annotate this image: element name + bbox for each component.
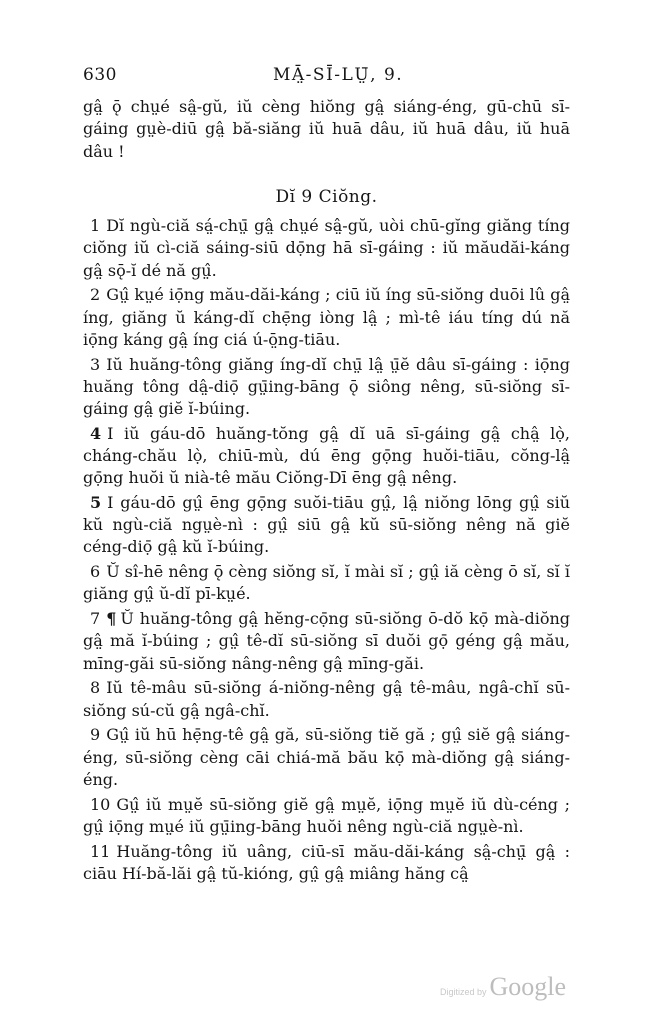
- verse-number: 1: [90, 216, 101, 236]
- verse-number: 6: [90, 562, 101, 582]
- verse-text: Dĭ ngù-ciă sá̤-chṳ̄ gâ̤ chṳé sâ̤-gŭ, uòi chū-gĭng giăng tíng ciŏng iŭ cì-ciă sáing-siū dọ̄ng hā sī-gáing : iŭ măudăi-káng gâ̤ sǭ-ĭ dé nă gṳ̂.: [83, 216, 570, 280]
- verse-number: 4: [90, 423, 102, 443]
- lead-text: gâ̤ ǭ chṳé sâ̤-gŭ, iŭ cèng hiŏng gâ̤ siáng-éng, gū-chū sī-gáing gṳè-diū gâ̤ bă-siăng iŭ huā dâu, iŭ huā dâu, iŭ huā dâu !: [83, 97, 570, 161]
- verse-10: [83, 794, 570, 838]
- verse-number: 11: [90, 841, 111, 861]
- digitized-by-google-watermark: [440, 972, 566, 1002]
- verse-text: Ŭ huăng-tông gâ̤ hĕng-cọ̄ng sū-siŏng ō-dŏ kọ̄ mà-diŏng gâ̤ mă ĭ-búing ; gṳ̂ tê-dĭ sū-siŏng sī duŏi gọ̄ géng gâ̤ mău, mīng-găi sū-siŏng nâng-nêng gâ̤ mīng-găi.: [83, 609, 570, 673]
- verse-3: [83, 354, 570, 421]
- verse-11: [83, 841, 570, 885]
- digitized-by-label: Digitized by: [440, 987, 487, 997]
- page-number: 630: [83, 65, 117, 85]
- verse-text: Ŭ sî-hē nêng ǭ cèng siŏng sĭ, ĭ mài sĭ ; gṳ̂ iă cèng ō sĭ, sĭ ĭ giăng gṳ̂ ŭ-dĭ pī-kṳé.: [83, 562, 570, 604]
- book-page: [83, 60, 570, 888]
- verse-8: [83, 677, 570, 721]
- google-logo-icon: Google: [489, 972, 567, 1001]
- verse-number: 7: [90, 609, 101, 629]
- verse-1: [83, 215, 570, 282]
- verse-7: [83, 608, 570, 675]
- verse-number: 10: [90, 794, 111, 814]
- verse-number: 8: [90, 678, 101, 698]
- verse-text: Iŭ tê-mâu sū-siŏng á-niŏng-nêng gâ̤ tê-mâu, ngâ-chĭ sū-siŏng sú-cŭ gâ̤ ngâ-chĭ.: [83, 678, 570, 720]
- verse-text: Iŭ huăng-tông giăng íng-dĭ chṳ̄ lâ̤ ṳ̄ĕ dâu sī-gáing : iọ̄ng huăng tông dâ̤-diọ̄ gṳ̄ing-bāng ǭ siông nêng, sū-siŏng sī-gáing gâ̤ giĕ ĭ-búing.: [83, 354, 570, 419]
- running-head: [83, 60, 570, 90]
- verse-text: I iŭ gáu-dō huăng-tŏng gâ̤ dĭ uā sī-gáing gâ̤ châ̤ lọ̀, cháng-chău lọ̀, chiū-mù, dú ēng gọ̄ng huŏi-tiāu, cŏng-lâ̤ gọ̄ng huŏi ŭ nià-tê mău Ciŏng-Dī ēng gâ̤ nêng.: [83, 423, 570, 488]
- verse-number: 9: [90, 725, 101, 745]
- chapter-heading: Dĭ 9 Ciŏng.: [275, 187, 378, 208]
- verse-number: 2: [90, 285, 101, 305]
- verse-6: [83, 561, 570, 605]
- book-title: MĀ̤-SĪ-LṲ̄, 9.: [273, 65, 404, 85]
- verse-text: Gṳ̂ iŭ hū hẹ̄ng-tê gâ̤ gă, sū-siŏng tiĕ gă ; gṳ̂ siĕ gâ̤ siáng-éng, sū-siŏng cèng cāi chiá-mă bău kọ̄ mà-diŏng gâ̤ siáng-éng.: [83, 725, 570, 789]
- paragraph-mark-icon: ¶: [106, 609, 117, 629]
- verse-text: Gṳ̂ kṳé iọ̄ng mău-dăi-káng ; ciū iŭ íng sū-siŏng duōi lû gâ̤ íng, giăng ŭ káng-dĭ chẹ̄ng iòng lâ̤ ; mì-tê iáu tíng dú nă iọ̄ng káng gâ̤ íng ciá ú-ō̤ng-tiāu.: [83, 285, 570, 349]
- verse-text: Gṳ̂ iŭ mṳĕ sū-siŏng giĕ gâ̤ mṳĕ, iọ̄ng mṳĕ iŭ dù-céng ; gṳ̂ iọ̄ng mṳé iŭ gṳ̄ing-bāng huŏi nêng ngù-ciă ngṳè-nì.: [83, 794, 570, 836]
- verse-number: 3: [90, 354, 101, 374]
- verse-number: 5: [90, 493, 102, 513]
- verse-5: [83, 492, 570, 559]
- verse-text: I gáu-dō gṳ̂ ēng gọ̄ng suŏi-tiāu gṳ̂, lâ̤ niŏng lōng gṳ̂ siŭ kŭ ngù-ciă ngṳè-nì : gṳ̂ siū gâ̤ kŭ sū-siŏng nêng nă giĕ céng-diọ̄ gâ̤ kŭ ĭ-búing.: [83, 493, 570, 557]
- verse-text: Huăng-tông iŭ uâng, ciū-sī mău-dăi-káng sâ̤-chṳ̄ gâ̤ : ciāu Hí-bă-lăi gâ̤ tŭ-kióng, gṳ̂ gâ̤ miâng hăng câ̤: [83, 841, 570, 883]
- verse-2: [83, 284, 570, 351]
- verse-4: [83, 423, 570, 490]
- verse-9: [83, 724, 570, 791]
- verse-list: [83, 215, 570, 885]
